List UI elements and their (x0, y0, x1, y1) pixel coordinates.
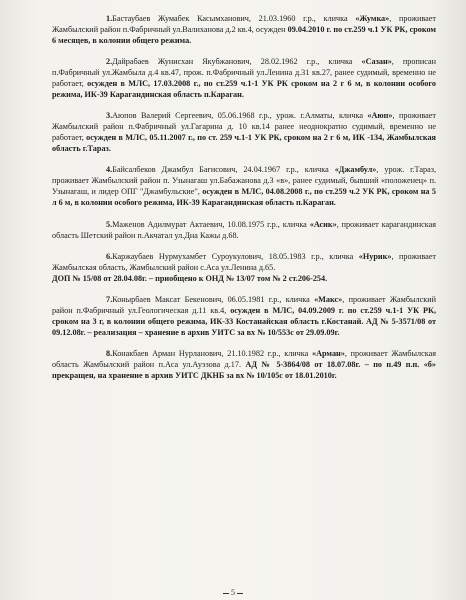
list-item (52, 165, 436, 209)
item-verdict: осужден в МЛС, 17.03.2008 г., по ст.259 ч.1-1 УК РК сроком на 2 г 6 м, в колонии особого режима, ИК-39 Карагандинская область п.Караган. (52, 79, 436, 99)
person-name: Аюпов Валерий Сергеевич (112, 111, 212, 121)
person-name: Дайрабаев Жунисхан Якубжанович (112, 57, 250, 67)
person-alias: «Джамбул» (334, 165, 377, 175)
item-text: , проживает Жамбылская область Жамбылский район п.Аса ул.Ауэзова д.17. (52, 349, 436, 370)
person-name: Конырбаев Максат Бекенович (112, 295, 222, 305)
item-text: , 21.10.1982 г.р., кличка (221, 349, 312, 359)
page-number: 5 (0, 588, 466, 597)
person-alias: «Макс» (314, 295, 343, 305)
item-text: , проживает Жамбылский район п.Фабричный ул.Геологическая д.11 кв.4, (52, 295, 436, 316)
person-name: Бастаубаев Жумабек Касымханович (112, 14, 249, 23)
item-number: 5. (106, 219, 113, 229)
item-text: , проживает Жамбылский район п.Фабричный ул.Гагарина д. 10 кв.14 ранее неоднократно судимый, временно не работает, (52, 111, 436, 143)
item-number: 1. (106, 14, 113, 23)
item-number: 6. (106, 251, 113, 261)
item-number: 4. (106, 165, 113, 175)
item-verdict: ДОП № 15/08 от 28.04.08г. – приобщено к ОНД № 13/07 том № 2 ст.206-254. (52, 273, 328, 283)
item-text: , 05.06.1968 г.р., урож. г.Алматы, кличка (211, 111, 368, 121)
list-item (52, 57, 436, 101)
item-verdict: осужден в МЛС, 04.08.2008 г., по ст.259 ч.2 УК РК, сроком на 5 л 6 м, в колонии особого режима, ИК-39 Карагандинская область п.Караган. (52, 187, 437, 208)
person-name: Конакбаев Арман Нурланович (112, 349, 222, 359)
item-text: , 10.08.1975 г.р., кличка (222, 219, 310, 229)
item-number: 7. (106, 295, 113, 305)
item-text: , проживает Жамбылский район п.Фабричный ул.Валиханова д.2 кв.4, осужден (52, 14, 437, 34)
item-text: , 24.04.1967 г.р., кличка (235, 165, 335, 175)
item-number: 3. (106, 111, 113, 121)
item-verdict: осужден в МЛС, 05.11.2007 г., по ст. 259 ч.1-1 УК РК, сроком на 2 г 6 м, ИК -134, Жамбылская область г.Тараз. (52, 133, 436, 154)
item-verdict: АД № 5-3864/08 от 18.07.08г. – по п.49 п.п. «б» прекращен, на хранение в архив УИТС ДКНБ за вх № 10/105с от 18.01.2010г. (52, 360, 436, 381)
list-item (52, 252, 436, 285)
item-text: , прописан п.Фабричный ул.Жамбыла д.4 кв.47, прож. п.Фабричный ул.Ленина д.31 кв.27, ранее судимый, временно не работает, (52, 57, 436, 89)
item-text: , 28.02.1962 г.р., кличка (249, 57, 362, 67)
person-alias: «Арман» (312, 349, 345, 359)
item-text: , проживает Жамбылская область, Жамбылский район с.Аса ул.Ленина д.65. (52, 251, 436, 272)
item-text: , 18.05.1983 г.р., кличка (261, 251, 359, 261)
person-alias: «Аюп» (367, 111, 393, 121)
list-item (52, 220, 436, 242)
person-name: Каржаубаев Нурмухамбет Суроукулович (112, 251, 262, 261)
list-item (52, 111, 436, 155)
item-text: , 06.05.1981 г.р., кличка (221, 295, 315, 305)
item-verdict: 09.04.2010 г. по ст.259 ч.1 УК РК, сроком 6 месяцев, в колонии общего режима. (52, 24, 436, 45)
person-alias: «Нурик» (358, 251, 392, 261)
item-text: , проживает карагандинская область Шетский район п.Акчатал ул.Дна Кажы д.68. (52, 219, 437, 240)
person-alias: «Сазан» (361, 57, 392, 67)
item-text: , 21.03.1960 г.р., кличка (248, 14, 356, 23)
list-item (52, 349, 436, 382)
item-verdict: осужден в МЛС, 04.09.2009 г. по ст.259 ч.1-1 УК РК, сроком на 3 г, в колонии общего режима, ИК-33 Костанайская область г.Костанай. АД № 5-3571/08 от 09.12.08г. – реализация – хранение в архив УИТС за вх № 10/553с от 29.09.09г. (52, 306, 436, 337)
item-text: , урож. г.Тараз, проживает Жамбылский район п. Узынагаш ул.Бабажанова д.3 «в», ранее судимый, бывший «положенец» п. Узынагаш, и лидер ОПГ "Джамбульские", (52, 165, 436, 197)
person-alias: «Жумка» (355, 14, 390, 23)
item-number: 2. (106, 57, 113, 67)
list-item (52, 14, 436, 47)
item-number: 8. (106, 349, 113, 359)
person-alias: «Асик» (309, 219, 337, 229)
list-item (52, 295, 436, 339)
person-name: Байсалбеков Джамбул Бағисович (112, 165, 236, 175)
person-name: Маженов Адилмурат Актаевич (112, 219, 223, 229)
